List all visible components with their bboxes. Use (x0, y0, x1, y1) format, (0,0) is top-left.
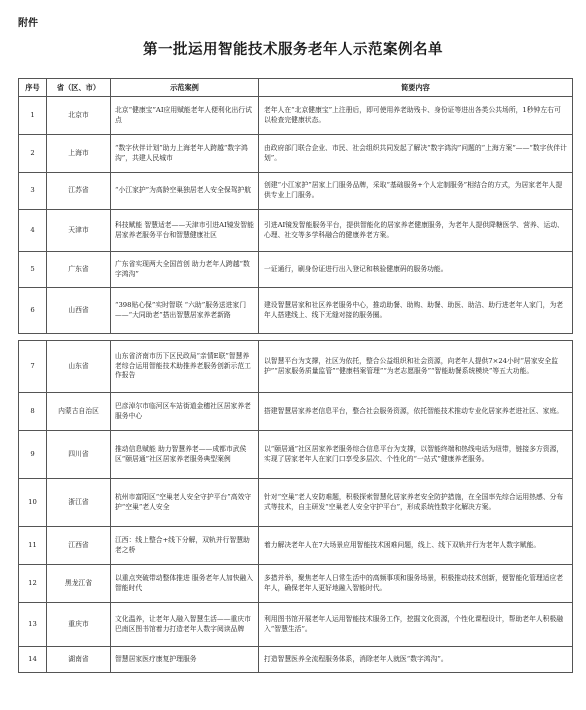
table-row (19, 252, 573, 288)
row-seq: 12 (19, 565, 47, 603)
row-case: 智慧居家医疗康复护理服务 (111, 647, 259, 673)
table-header-row (19, 79, 573, 97)
row-case: “数字伙伴计划”助力上海老年人跨越“数字鸿沟”，共建人民城市 (111, 135, 259, 173)
row-province: 江苏省 (47, 173, 111, 210)
row-seq: 7 (19, 341, 47, 393)
row-seq: 10 (19, 479, 47, 527)
row-seq: 14 (19, 647, 47, 673)
row-seq: 5 (19, 252, 47, 288)
row-case: “398贴心保”实时智联 “六助”服务送进家门——“大同助老”搭出智慧居家养老新路 (111, 288, 259, 334)
row-case: 科技赋能 智慧适老——天津市引进AI镜发智能居家养老服务平台和智慧健康社区 (111, 210, 259, 252)
table-row (19, 173, 573, 210)
row-province: 广东省 (47, 252, 111, 288)
row-content: 着力解决老年人在7大场景应用智能技术困难问题，线上、线下双轨并行为老年人数字赋能。 (259, 527, 573, 565)
row-province: 浙江省 (47, 479, 111, 527)
row-seq: 4 (19, 210, 47, 252)
row-content: 利用图书馆开展老年人运用智能技术服务工作，挖掘文化资源，个性化课程设计，帮助老年人积极融入“智慧生活”。 (259, 603, 573, 647)
attachment-label: 附件 (18, 18, 38, 29)
case-table-part-1 (18, 78, 573, 334)
row-content: 创建“小江家护”居家上门服务品牌，采取“基础服务+个人定制服务”相结合的方式，为居家老年人提供专业上门服务。 (259, 173, 573, 210)
row-seq: 2 (19, 135, 47, 173)
row-case: 以重点突破带动整体推进 服务老年人加快融入智能时代 (111, 565, 259, 603)
row-case: “小江家护”为高龄空巢独居老人安全保驾护航 (111, 173, 259, 210)
row-seq: 8 (19, 393, 47, 431)
row-province: 天津市 (47, 210, 111, 252)
row-province: 黑龙江省 (47, 565, 111, 603)
row-province: 四川省 (47, 431, 111, 479)
row-case: 北京“健康宝”AI应用赋能老年人便利化出行试点 (111, 97, 259, 135)
table-row (19, 647, 573, 673)
row-content: 多措并举，聚焦老年人日常生活中的高频事项和服务场景，积极推动技术创新，便智能化管理适应老年人，确保老年人更好地融入智能时代。 (259, 565, 573, 603)
row-province: 内蒙古自治区 (47, 393, 111, 431)
row-content: 以“颐居通”社区居家养老服务综合信息平台为支撑，以智能终端和热线电话为纽带，链接多方资源，实现了居家老年人在家门口享受多层次、个性化的“一站式”健康养老服务。 (259, 431, 573, 479)
row-province: 湖南省 (47, 647, 111, 673)
row-case: 巴彦淖尔市临河区车站街道金穗社区居家养老服务中心 (111, 393, 259, 431)
row-seq: 11 (19, 527, 47, 565)
row-content: 针对“空巢”老人安防难题，积极探索智慧化居家养老安全防护措施，在全国率先综合运用热感、分布式等技术，自主研发“空巢老人安全守护平台”，形成系统性数字化解决方案。 (259, 479, 573, 527)
table-row (19, 431, 573, 479)
row-case: 江西：线上整合+线下分解，双轨并行智慧助老之桥 (111, 527, 259, 565)
row-province: 重庆市 (47, 603, 111, 647)
row-content: 由政府部门联合企业、市民、社会组织共同发起了解决“数字鸿沟”问题的“上海方案”——“数字伙伴计划”。 (259, 135, 573, 173)
row-content: 引进AI镜发智能服务平台，提供智能化的居家养老健康服务，为老年人提供降糖医学、营养、运动、心理、社交等多学科融合的健康养老方案。 (259, 210, 573, 252)
row-content: 打造智慧医养全流程服务体系，消除老年人就医“数字鸿沟”。 (259, 647, 573, 673)
table-row (19, 479, 573, 527)
row-seq: 13 (19, 603, 47, 647)
header-province: 省（区、市） (47, 79, 111, 97)
row-case: 山东省济南市历下区民政局“亲情E联”智慧养老综合运用智能技术助推养老服务创新示范工作报告 (111, 341, 259, 393)
table-row (19, 97, 573, 135)
row-seq: 9 (19, 431, 47, 479)
table-row (19, 135, 573, 173)
table-row (19, 603, 573, 647)
row-province: 山东省 (47, 341, 111, 393)
row-province: 北京市 (47, 97, 111, 135)
table-row (19, 288, 573, 334)
case-table-part-2 (18, 340, 573, 673)
document-title: 第一批运用智能技术服务老年人示范案例名单 (143, 42, 443, 58)
row-content: 建设智慧居家和社区养老服务中心，推动助餐、助购、助餐、助医、助洁、助行进老年人家门，为老年人搭建线上、线下无缝对接的服务圈。 (259, 288, 573, 334)
table-row (19, 341, 573, 393)
row-seq: 3 (19, 173, 47, 210)
row-seq: 6 (19, 288, 47, 334)
row-content: 一证通行，刷身份证进行出入登记和核验健康码的服务功能。 (259, 252, 573, 288)
table-row (19, 393, 573, 431)
row-province: 江西省 (47, 527, 111, 565)
table-row (19, 210, 573, 252)
row-seq: 1 (19, 97, 47, 135)
table-row (19, 565, 573, 603)
table-row (19, 527, 573, 565)
header-content: 简要内容 (259, 79, 573, 97)
row-case: 推动信息赋能 助力智慧养老——成都市武侯区“颐居通”社区居家养老服务典型案例 (111, 431, 259, 479)
row-content: 老年人在“北京健康宝”上注册后，即可使用养老助残卡、身份证等进出各类公共场所，1秒钟左右可以检查完健康状态。 (259, 97, 573, 135)
row-content: 搭建智慧居家养老信息平台，整合社会服务资源，依托智能技术推动专业化居家养老进社区、家庭。 (259, 393, 573, 431)
header-seq: 序号 (19, 79, 47, 97)
row-province: 上海市 (47, 135, 111, 173)
row-case: 广东省实现两大全国首创 助力老年人跨越“数字鸿沟” (111, 252, 259, 288)
row-content: 以智慧平台为支撑，社区为依托，整合公益组织和社会资源，向老年人提供7×24小时“居家安全监护”“居家服务质量监管”“健康档案管理”“为老志愿服务”“智能助餐系统模块”等五大功能。 (259, 341, 573, 393)
header-case: 示范案例 (111, 79, 259, 97)
row-case: 文化温养，让老年人融入智慧生活——重庆市巴南区图书馆着力打造老年人数字阅读品牌 (111, 603, 259, 647)
row-province: 山西省 (47, 288, 111, 334)
row-case: 杭州市富阳区“空巢老人安全守护平台”高效守护“空巢”老人安全 (111, 479, 259, 527)
